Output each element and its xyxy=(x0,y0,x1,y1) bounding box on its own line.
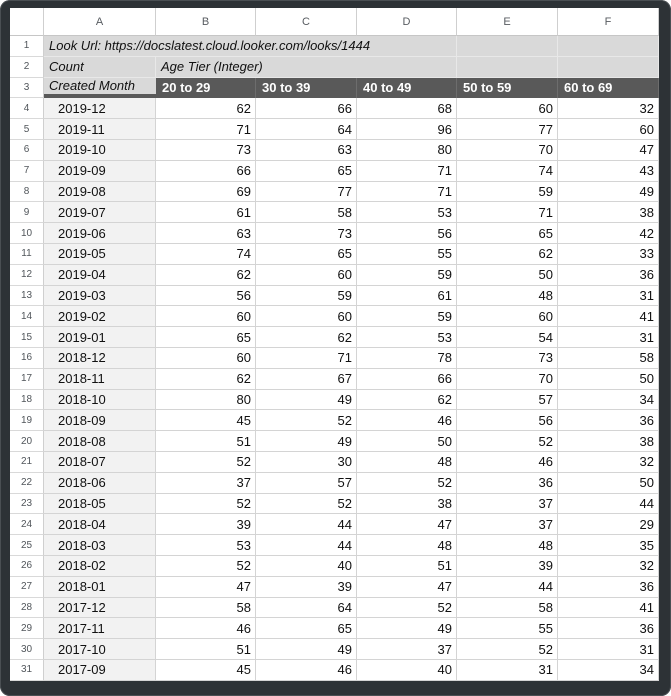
value-cell[interactable]: 70 xyxy=(457,140,558,161)
table-row xyxy=(10,473,659,494)
table-row xyxy=(10,598,659,619)
value-cell[interactable]: 96 xyxy=(357,119,457,140)
column-header-row xyxy=(10,8,659,36)
table-row xyxy=(10,431,659,452)
value-cell[interactable]: 47 xyxy=(357,577,457,598)
value-cell[interactable]: 77 xyxy=(457,119,558,140)
value-cell[interactable]: 34 xyxy=(558,390,659,411)
value-cell[interactable]: 36 xyxy=(457,473,558,494)
month-cell[interactable]: 2019-03 xyxy=(44,286,156,307)
value-cell[interactable]: 62 xyxy=(256,327,357,348)
table-row xyxy=(10,390,659,411)
month-cell[interactable]: 2019-06 xyxy=(44,223,156,244)
value-cell[interactable]: 52 xyxy=(457,431,558,452)
row-number-cell[interactable]: 28 xyxy=(10,598,44,619)
value-cell[interactable]: 64 xyxy=(256,598,357,619)
value-cell[interactable]: 70 xyxy=(457,369,558,390)
value-cell[interactable]: 40 xyxy=(256,556,357,577)
table-row xyxy=(10,369,659,390)
row-number-cell[interactable]: 19 xyxy=(10,410,44,431)
table-row xyxy=(10,494,659,515)
value-cell[interactable]: 42 xyxy=(558,223,659,244)
value-cell[interactable]: 53 xyxy=(357,202,457,223)
value-cell[interactable]: 31 xyxy=(558,327,659,348)
row-number-cell[interactable]: 13 xyxy=(10,286,44,307)
value-cell[interactable]: 48 xyxy=(357,535,457,556)
value-cell[interactable]: 64 xyxy=(256,119,357,140)
value-cell[interactable]: 58 xyxy=(156,598,256,619)
value-cell[interactable]: 52 xyxy=(156,556,256,577)
value-cell[interactable]: 33 xyxy=(558,244,659,265)
value-cell[interactable]: 80 xyxy=(357,140,457,161)
value-cell[interactable]: 31 xyxy=(558,286,659,307)
value-cell[interactable]: 49 xyxy=(256,639,357,660)
month-cell[interactable]: 2019-01 xyxy=(44,327,156,348)
value-cell[interactable]: 32 xyxy=(558,556,659,577)
month-cell[interactable]: 2019-12 xyxy=(44,98,156,119)
value-cell[interactable]: 46 xyxy=(156,618,256,639)
value-cell[interactable]: 50 xyxy=(558,369,659,390)
spreadsheet xyxy=(10,8,659,681)
value-cell[interactable]: 71 xyxy=(156,119,256,140)
value-cell[interactable]: 38 xyxy=(357,494,457,515)
row-number-cell[interactable]: 18 xyxy=(10,390,44,411)
value-cell[interactable]: 59 xyxy=(256,286,357,307)
value-cell[interactable]: 52 xyxy=(357,473,457,494)
row-number-cell[interactable]: 6 xyxy=(10,140,44,161)
empty-cell[interactable] xyxy=(558,57,659,78)
column-header-f[interactable]: F xyxy=(558,8,659,36)
value-cell[interactable]: 40 xyxy=(357,660,457,681)
value-cell[interactable]: 51 xyxy=(156,639,256,660)
age-tier-header[interactable]: 50 to 59 xyxy=(457,78,558,99)
value-cell[interactable]: 52 xyxy=(156,494,256,515)
value-cell[interactable]: 71 xyxy=(256,348,357,369)
value-cell[interactable]: 62 xyxy=(156,98,256,119)
row-number-cell[interactable]: 17 xyxy=(10,369,44,390)
value-cell[interactable]: 62 xyxy=(357,390,457,411)
month-cell[interactable]: 2018-12 xyxy=(44,348,156,369)
column-header-b[interactable]: B xyxy=(156,8,256,36)
value-cell[interactable]: 44 xyxy=(558,494,659,515)
value-cell[interactable]: 60 xyxy=(457,306,558,327)
value-cell[interactable]: 51 xyxy=(357,556,457,577)
empty-cell[interactable] xyxy=(457,36,558,57)
table-row xyxy=(10,410,659,431)
table-row xyxy=(10,452,659,473)
month-cell[interactable]: 2019-09 xyxy=(44,161,156,182)
value-cell[interactable]: 52 xyxy=(357,598,457,619)
value-cell[interactable]: 74 xyxy=(156,244,256,265)
value-cell[interactable]: 66 xyxy=(357,369,457,390)
value-cell[interactable]: 58 xyxy=(558,348,659,369)
month-cell[interactable]: 2019-04 xyxy=(44,265,156,286)
table-row xyxy=(10,244,659,265)
table-row xyxy=(10,161,659,182)
value-cell[interactable]: 38 xyxy=(558,431,659,452)
value-cell[interactable]: 67 xyxy=(256,369,357,390)
row-number-cell[interactable]: 7 xyxy=(10,161,44,182)
value-cell[interactable]: 54 xyxy=(457,327,558,348)
table-row xyxy=(10,618,659,639)
value-cell[interactable]: 49 xyxy=(256,431,357,452)
value-cell[interactable]: 80 xyxy=(156,390,256,411)
table-row xyxy=(10,140,659,161)
value-cell[interactable]: 44 xyxy=(256,514,357,535)
row-number-cell[interactable]: 22 xyxy=(10,473,44,494)
value-cell[interactable]: 37 xyxy=(156,473,256,494)
row-number-cell[interactable]: 10 xyxy=(10,223,44,244)
column-header-d[interactable]: D xyxy=(357,8,457,36)
table-row xyxy=(10,36,659,57)
value-cell[interactable]: 50 xyxy=(357,431,457,452)
row-number-cell[interactable]: 26 xyxy=(10,556,44,577)
value-cell[interactable]: 59 xyxy=(357,265,457,286)
column-header-a[interactable]: A xyxy=(44,8,156,36)
value-cell[interactable]: 62 xyxy=(457,244,558,265)
month-cell[interactable]: 2018-02 xyxy=(44,556,156,577)
value-cell[interactable]: 59 xyxy=(457,182,558,203)
value-cell[interactable]: 47 xyxy=(357,514,457,535)
data-rows xyxy=(10,98,659,680)
value-cell[interactable]: 63 xyxy=(256,140,357,161)
value-cell[interactable]: 39 xyxy=(256,577,357,598)
row-number-cell[interactable]: 16 xyxy=(10,348,44,369)
value-cell[interactable]: 32 xyxy=(558,452,659,473)
table-header-row xyxy=(10,78,659,99)
row-number-cell[interactable]: 25 xyxy=(10,535,44,556)
value-cell[interactable]: 41 xyxy=(558,306,659,327)
value-cell[interactable]: 38 xyxy=(558,202,659,223)
table-row xyxy=(10,286,659,307)
row-number-cell[interactable]: 2 xyxy=(10,57,44,78)
value-cell[interactable]: 59 xyxy=(357,306,457,327)
month-cell[interactable]: 2019-11 xyxy=(44,119,156,140)
value-cell[interactable]: 60 xyxy=(457,98,558,119)
column-header-c[interactable]: C xyxy=(256,8,357,36)
value-cell[interactable]: 71 xyxy=(357,182,457,203)
value-cell[interactable]: 57 xyxy=(457,390,558,411)
value-cell[interactable]: 61 xyxy=(357,286,457,307)
month-cell[interactable]: 2017-11 xyxy=(44,618,156,639)
value-cell[interactable]: 55 xyxy=(357,244,457,265)
value-cell[interactable]: 61 xyxy=(156,202,256,223)
value-cell[interactable]: 63 xyxy=(156,223,256,244)
month-cell[interactable]: 2018-06 xyxy=(44,473,156,494)
row-number-cell[interactable]: 1 xyxy=(10,36,44,57)
table-row xyxy=(10,119,659,140)
value-cell[interactable]: 53 xyxy=(357,327,457,348)
value-cell[interactable]: 49 xyxy=(357,618,457,639)
row-number-cell[interactable]: 24 xyxy=(10,514,44,535)
value-cell[interactable]: 73 xyxy=(156,140,256,161)
row-number-cell[interactable]: 15 xyxy=(10,327,44,348)
corner-cell[interactable] xyxy=(10,8,44,36)
value-cell[interactable]: 52 xyxy=(256,410,357,431)
row-number-cell[interactable]: 20 xyxy=(10,431,44,452)
value-cell[interactable]: 55 xyxy=(457,618,558,639)
value-cell[interactable]: 41 xyxy=(558,598,659,619)
count-label-cell[interactable]: Count xyxy=(44,57,156,78)
value-cell[interactable]: 50 xyxy=(457,265,558,286)
value-cell[interactable]: 50 xyxy=(558,473,659,494)
table-row xyxy=(10,514,659,535)
value-cell[interactable]: 48 xyxy=(357,452,457,473)
value-cell[interactable]: 69 xyxy=(156,182,256,203)
table-row xyxy=(10,57,659,78)
value-cell[interactable]: 32 xyxy=(558,98,659,119)
month-cell[interactable]: 2018-01 xyxy=(44,577,156,598)
value-cell[interactable]: 51 xyxy=(156,431,256,452)
value-cell[interactable]: 35 xyxy=(558,535,659,556)
month-cell[interactable]: 2017-12 xyxy=(44,598,156,619)
column-header-e[interactable]: E xyxy=(457,8,558,36)
value-cell[interactable]: 37 xyxy=(457,514,558,535)
value-cell[interactable]: 36 xyxy=(558,618,659,639)
value-cell[interactable]: 58 xyxy=(256,202,357,223)
value-cell[interactable]: 78 xyxy=(357,348,457,369)
row-number-cell[interactable]: 4 xyxy=(10,98,44,119)
row-number-cell[interactable]: 23 xyxy=(10,494,44,515)
value-cell[interactable]: 71 xyxy=(357,161,457,182)
value-cell[interactable]: 65 xyxy=(457,223,558,244)
value-cell[interactable]: 36 xyxy=(558,410,659,431)
value-cell[interactable]: 45 xyxy=(156,410,256,431)
value-cell[interactable]: 60 xyxy=(256,306,357,327)
value-cell[interactable]: 65 xyxy=(256,618,357,639)
month-cell[interactable]: 2017-09 xyxy=(44,660,156,681)
month-cell[interactable]: 2018-04 xyxy=(44,514,156,535)
table-row xyxy=(10,202,659,223)
month-cell[interactable]: 2018-07 xyxy=(44,452,156,473)
month-cell[interactable]: 2018-11 xyxy=(44,369,156,390)
row-number-cell[interactable]: 9 xyxy=(10,202,44,223)
value-cell[interactable]: 60 xyxy=(558,119,659,140)
table-row xyxy=(10,327,659,348)
month-cell[interactable]: 2017-10 xyxy=(44,639,156,660)
table-row xyxy=(10,639,659,660)
look-url-cell[interactable]: Look Url: https://docslatest.cloud.looker.com/looks/1444 xyxy=(44,36,457,57)
row-number-cell[interactable]: 3 xyxy=(10,78,44,99)
row-number-cell[interactable]: 30 xyxy=(10,639,44,660)
value-cell[interactable]: 44 xyxy=(256,535,357,556)
value-cell[interactable]: 60 xyxy=(156,348,256,369)
table-row xyxy=(10,556,659,577)
age-tier-header[interactable]: 60 to 69 xyxy=(558,78,659,99)
value-cell[interactable]: 52 xyxy=(256,494,357,515)
value-cell[interactable]: 31 xyxy=(558,639,659,660)
value-cell[interactable]: 65 xyxy=(156,327,256,348)
created-month-cell[interactable]: Created Month xyxy=(44,78,156,99)
value-cell[interactable]: 66 xyxy=(156,161,256,182)
value-cell[interactable]: 52 xyxy=(457,639,558,660)
value-cell[interactable]: 73 xyxy=(457,348,558,369)
month-cell[interactable]: 2018-09 xyxy=(44,410,156,431)
table-row xyxy=(10,265,659,286)
month-cell[interactable]: 2018-10 xyxy=(44,390,156,411)
value-cell[interactable]: 65 xyxy=(256,244,357,265)
value-cell[interactable]: 57 xyxy=(256,473,357,494)
month-cell[interactable]: 2019-05 xyxy=(44,244,156,265)
value-cell[interactable]: 47 xyxy=(558,140,659,161)
value-cell[interactable]: 45 xyxy=(156,660,256,681)
value-cell[interactable]: 30 xyxy=(256,452,357,473)
value-cell[interactable]: 74 xyxy=(457,161,558,182)
row-number-cell[interactable]: 12 xyxy=(10,265,44,286)
month-cell[interactable]: 2018-05 xyxy=(44,494,156,515)
table-row xyxy=(10,98,659,119)
month-cell[interactable]: 2019-07 xyxy=(44,202,156,223)
row-number-cell[interactable]: 27 xyxy=(10,577,44,598)
row-number-cell[interactable]: 5 xyxy=(10,119,44,140)
value-cell[interactable]: 36 xyxy=(558,577,659,598)
value-cell[interactable]: 37 xyxy=(457,494,558,515)
table-row xyxy=(10,182,659,203)
value-cell[interactable]: 71 xyxy=(457,202,558,223)
row-number-cell[interactable]: 14 xyxy=(10,306,44,327)
value-cell[interactable]: 60 xyxy=(256,265,357,286)
age-tier-header[interactable]: 40 to 49 xyxy=(357,78,457,99)
table-row xyxy=(10,535,659,556)
value-cell[interactable]: 65 xyxy=(256,161,357,182)
value-cell[interactable]: 46 xyxy=(457,452,558,473)
value-cell[interactable]: 66 xyxy=(256,98,357,119)
row-number-cell[interactable]: 21 xyxy=(10,452,44,473)
empty-cell[interactable] xyxy=(558,36,659,57)
table-row xyxy=(10,348,659,369)
month-cell[interactable]: 2019-10 xyxy=(44,140,156,161)
value-cell[interactable]: 46 xyxy=(357,410,457,431)
age-tier-label-cell[interactable]: Age Tier (Integer) xyxy=(156,57,457,78)
row-number-cell[interactable]: 11 xyxy=(10,244,44,265)
value-cell[interactable]: 34 xyxy=(558,660,659,681)
month-cell[interactable]: 2018-03 xyxy=(44,535,156,556)
value-cell[interactable]: 58 xyxy=(457,598,558,619)
month-cell[interactable]: 2019-02 xyxy=(44,306,156,327)
value-cell[interactable]: 56 xyxy=(156,286,256,307)
value-cell[interactable]: 60 xyxy=(156,306,256,327)
value-cell[interactable]: 48 xyxy=(457,535,558,556)
value-cell[interactable]: 44 xyxy=(457,577,558,598)
value-cell[interactable]: 62 xyxy=(156,369,256,390)
value-cell[interactable]: 47 xyxy=(156,577,256,598)
value-cell[interactable]: 31 xyxy=(457,660,558,681)
value-cell[interactable]: 56 xyxy=(457,410,558,431)
value-cell[interactable]: 77 xyxy=(256,182,357,203)
value-cell[interactable]: 46 xyxy=(256,660,357,681)
month-cell[interactable]: 2018-08 xyxy=(44,431,156,452)
table-row xyxy=(10,306,659,327)
value-cell[interactable]: 62 xyxy=(156,265,256,286)
value-cell[interactable]: 73 xyxy=(256,223,357,244)
value-cell[interactable]: 36 xyxy=(558,265,659,286)
row-number-cell[interactable]: 8 xyxy=(10,182,44,203)
month-cell[interactable]: 2019-08 xyxy=(44,182,156,203)
value-cell[interactable]: 52 xyxy=(156,452,256,473)
table-row xyxy=(10,223,659,244)
age-tier-header[interactable]: 20 to 29 xyxy=(156,78,256,99)
age-tier-header[interactable]: 30 to 39 xyxy=(256,78,357,99)
value-cell[interactable]: 43 xyxy=(558,161,659,182)
value-cell[interactable]: 49 xyxy=(558,182,659,203)
value-cell[interactable]: 56 xyxy=(357,223,457,244)
table-row xyxy=(10,577,659,598)
row-number-cell[interactable]: 29 xyxy=(10,618,44,639)
value-cell[interactable]: 68 xyxy=(357,98,457,119)
value-cell[interactable]: 37 xyxy=(357,639,457,660)
value-cell[interactable]: 53 xyxy=(156,535,256,556)
value-cell[interactable]: 39 xyxy=(156,514,256,535)
value-cell[interactable]: 29 xyxy=(558,514,659,535)
table-row xyxy=(10,660,659,681)
value-cell[interactable]: 49 xyxy=(256,390,357,411)
row-number-cell[interactable]: 31 xyxy=(10,660,44,681)
value-cell[interactable]: 48 xyxy=(457,286,558,307)
empty-cell[interactable] xyxy=(457,57,558,78)
value-cell[interactable]: 39 xyxy=(457,556,558,577)
